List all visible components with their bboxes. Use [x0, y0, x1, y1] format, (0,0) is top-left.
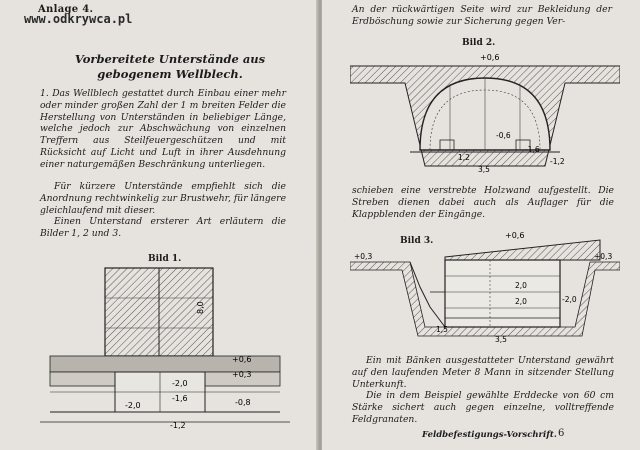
fig2-label-1: +0,6	[480, 53, 500, 62]
fig3-label-4: -2,0	[562, 295, 577, 304]
watermark: www.odkrywca.pl	[24, 12, 133, 26]
fig1-label-2: +0,3	[232, 370, 252, 379]
fig2-label-4: -1,2	[550, 157, 565, 166]
fig3-label-3: +0,3	[594, 252, 613, 261]
paragraph-1: 1. Das Wellblech gestattet durch Einbau einer mehr oder minder großen Zahl der 1 m breiten Felder die Herstellung von Unterständen in beliebiger Länge, welche jedoch zur Abschwächung von einzelnen Treffern aus Steilfeuergeschützen und mit Rücksicht auf Licht und Luft in ihrer Ausdehnung einer naturgemäßen Beschränkung unterliegen.	[40, 88, 286, 170]
right-top-text: An der rückwärtigen Seite wird zur Bekleidung der Erdböschung sowie zur Sicherung gegen Ver-	[352, 4, 612, 27]
right-bottom-text-2: Die in dem Beispiel gewählte Erddecke von 60 cm Stärke sichert auch gegen einzelne, volltreffende Feldgranaten.	[352, 390, 614, 425]
fig1-label-4: -1,6	[172, 394, 188, 403]
fig3-label-6: 3,5	[495, 335, 507, 344]
figure-3-label: Bild 3.	[400, 236, 434, 246]
fig3-label-2: +0,3	[354, 252, 373, 261]
fig1-label-3: -2,0	[172, 379, 188, 388]
figure-1-label: Bild 1.	[148, 254, 182, 264]
fig3-label-8: 2,0	[515, 297, 527, 306]
figure-2-drawing	[350, 48, 620, 173]
fig3-cover	[445, 240, 600, 260]
footer: Feldbefestigungs-Vorschrift.	[422, 430, 557, 440]
figure-3-drawing	[350, 232, 620, 344]
right-mid-text: schieben eine verstrebte Holzwand aufgestellt. Die Streben dienen dabei auch als Auflager für die Klappblenden der Eingänge.	[352, 185, 614, 220]
fig1-label-5: -2,0	[125, 401, 141, 410]
paragraph-2: Für kürzere Unterstände empfiehlt sich die Anordnung rechtwinkelig zur Brustwehr, für längere gleichlaufend mit dieser.	[40, 181, 286, 216]
fig2-label-5: 1,2	[458, 153, 470, 162]
fig1-label-6: -0,8	[235, 398, 251, 407]
page-number: 6	[558, 428, 565, 439]
fig3-label-7: 2,0	[515, 281, 527, 290]
figure-2-label: Bild 2.	[462, 38, 496, 48]
left-page	[0, 0, 318, 450]
right-page	[322, 0, 640, 450]
appendix-header: Anlage 4.	[38, 4, 94, 15]
page-title: Vorbereitete Unterstände aus gebogenem Wellblech.	[74, 52, 266, 81]
fig2-label-6: 3,5	[478, 165, 490, 173]
fig3-label-1: +0,6	[505, 232, 525, 240]
fig1-label-7: -1,2	[170, 421, 186, 430]
right-bottom-text: Ein mit Bänken ausgestatteter Unterstand gewährt auf den laufenden Meter 8 Mann in sitzender Stellung Unterkunft.	[352, 355, 614, 390]
figure-1-drawing	[20, 262, 310, 432]
fig2-label-3: -1,6	[525, 145, 540, 154]
fig1-label-top: +0,6	[232, 355, 252, 364]
fig2-label-2: -0,6	[496, 131, 511, 140]
paragraph-3: Einen Unterstand ersterer Art erläutern die Bilder 1, 2 und 3.	[40, 216, 286, 239]
fig3-shelter	[445, 260, 560, 327]
fig3-label-5: 1,5	[436, 325, 448, 334]
fig1-dim-length: 8,0	[196, 301, 205, 314]
